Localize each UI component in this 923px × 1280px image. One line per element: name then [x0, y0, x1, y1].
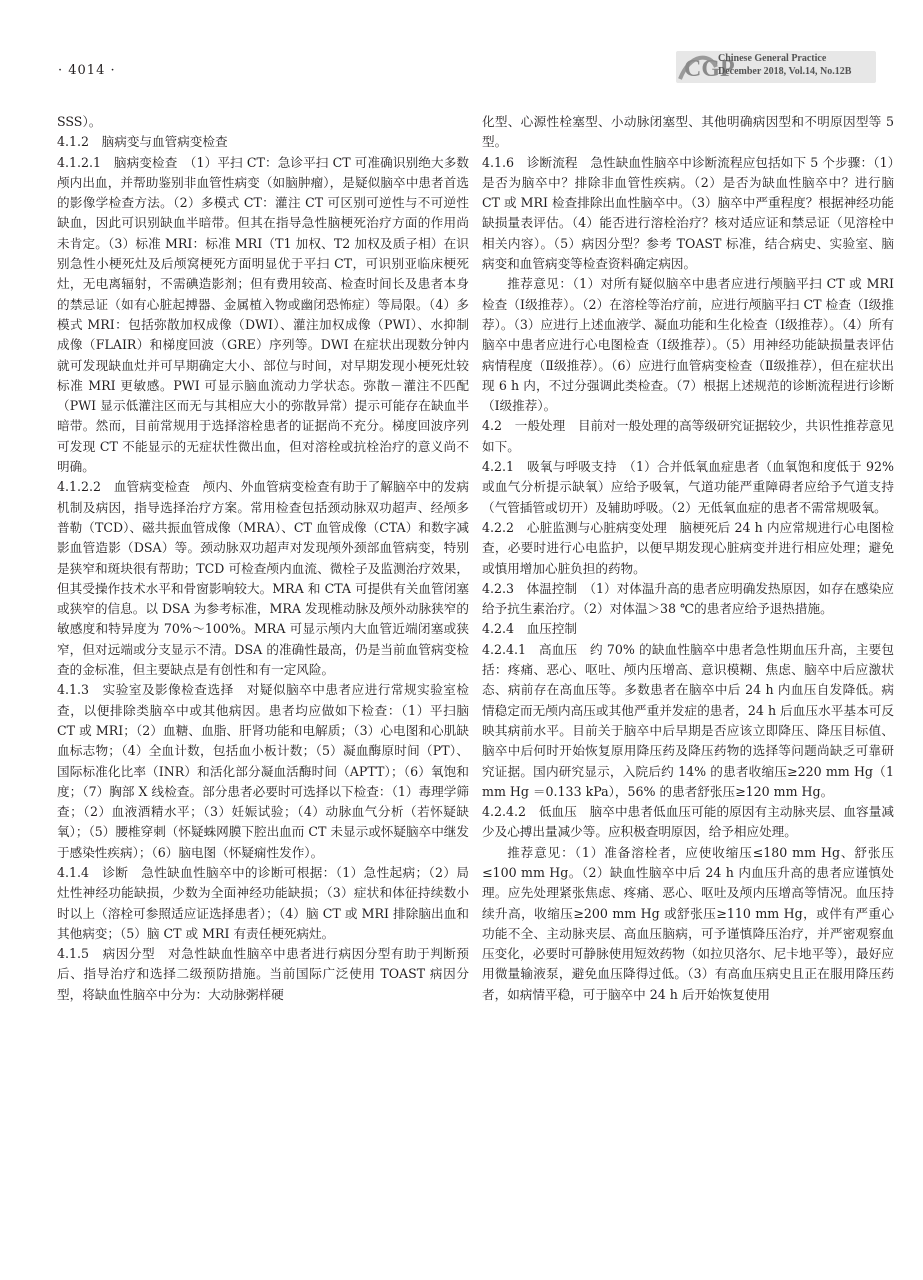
- paragraph: 4.1.6 诊断流程 急性缺血性脑卒中诊断流程应包括如下 5 个步骤：（1）是否为脑卒中？排除非血管性疾病。（2）是否为缺血性脑卒中？进行脑 CT 或 MRI 检查排除出血性脑卒中。（3）脑卒中严重程度？根据神经功能缺损量表评估。（4）能否进行溶栓治疗？核对适应证和禁忌证（见溶栓中相关内容）。（5）病因分型？参考 TOAST 标准，结合病史、实验室、脑病变和血管病变等检查资料确定病因。: [482, 154, 894, 272]
- paragraph: 4.2.2 心脏监测与心脏病变处理 脑梗死后 24 h 内应常规进行心电图检查，必要时进行心电监护，以便早期发现心脏病变并进行相应处理；避免或慎用增加心脏负担的药物。: [482, 519, 894, 576]
- paragraph: 4.2.4.1 高血压 约 70% 的缺血性脑卒中患者急性期血压升高，主要包括：疼痛、恶心、呕吐、颅内压增高、意识模糊、焦虑、脑卒中后应激状态、病前存在高血压等。多数患者在脑卒中后 24 h 内血压自发降低。病情稳定而无颅内高压或其他严重并发症的患者，24 h 后血压水平基本可反映其病前水平。目前关于脑卒中后早期是否应该立即降压、降压目标值、脑卒中后何时开始恢复原用降压药及降压药物的选择等问题尚缺乏可靠研究证据。国内研究显示，入院后约 14% 的患者收缩压≥220 mm Hg（1 mm Hg ＝0.133 kPa），56% 的患者舒张压≥120 mm Hg。: [482, 641, 894, 799]
- paragraph: 4.1.4 诊断 急性缺血性脑卒中的诊断可根据：（1）急性起病；（2）局灶性神经功能缺损，少数为全面神经功能缺损；（3）症状和体征持续数小时以上（溶栓可参照适应证选择患者）；（4）脑 CT 或 MRI 排除脑出血和其他病变；（5）脑 CT 或 MRI 有责任梗死病灶。: [57, 864, 469, 941]
- journal-title: Chinese General Practice: [718, 53, 827, 64]
- paragraph: 4.1.2.1 脑病变检查 （1）平扫 CT：急诊平扫 CT 可准确识别绝大多数颅内出血，并帮助鉴别非血管性病变（如脑肿瘤），是疑似脑卒中患者首选的影像学检查方法。（2）多模式 CT：灌注 CT 可区别可逆性与不可逆性缺血，因此可识别缺血半暗带。但其在指导急性脑梗死治疗方面的作用尚未肯定。（3）标准 MRI：标准 MRI（T1 加权、T2 加权及质子相）在识别急性小梗死灶及后颅窝梗死方面明显优于平扫 CT，可识别亚临床梗死灶，无电离辐射，不需碘造影剂；但有费用较高、检查时间长及患者本身的禁忌证（如有心脏起搏器、金属植入物或幽闭恐怖症）等局限。（4）多模式 MRI：包括弥散加权成像（DWI）、灌注加权成像（PWI）、水抑制成像（FLAIR）和梯度回波（GRE）序列等。DWI 在症状出现数分钟内就可发现缺血灶并可早期确定大小、部位与时间，对早期发现小梗死灶较标准 MRI 更敏感。PWI 可显示脑血流动力学状态。弥散－灌注不匹配（PWI 显示低灌注区而无与其相应大小的弥散异常）提示可能存在缺血半暗带。然而，目前常规用于选择溶栓患者的证据尚不充分。梯度回波序列可发现 CT 不能显示的无症状性微出血，但对溶栓或抗栓治疗的意义尚不明确。: [57, 154, 469, 475]
- paragraph: 推荐意见：（1）准备溶栓者，应使收缩压≤180 mm Hg、舒张压≤100 mm Hg。（2）缺血性脑卒中后 24 h 内血压升高的患者应谨慎处理。应先处理紧张焦虑、疼痛、恶心、呕吐及颅内压增高等情况。血压持续升高，收缩压≥200 mm Hg 或舒张压≥110 mm Hg，或伴有严重心功能不全、主动脉夹层、高血压脑病，可予谨慎降压治疗，并严密观察血压变化，必要时可静脉使用短效药物（如拉贝洛尔、尼卡地平等），最好应用微量输液泵，避免血压降得过低。（3）有高血压病史且正在服用降压药者，如病情平稳，可于脑卒中 24 h 后开始恢复使用: [482, 844, 894, 1002]
- paragraph: 4.1.3 实验室及影像检查选择 对疑似脑卒中患者应进行常规实验室检查，以便排除类脑卒中或其他病因。患者均应做如下检查：（1）平扫脑 CT 或 MRI；（2）血糖、血脂、肝肾功能和电解质；（3）心电图和心肌缺血标志物；（4）全血计数，包括血小板计数；（5）凝血酶原时间（PT）、国际标准化比率（INR）和活化部分凝血活酶时间（APTT）；（6）氧饱和度；（7）胸部 X 线检查。部分患者必要时可选择以下检查：（1）毒理学筛查；（2）血液酒精水平；（3）妊娠试验；（4）动脉血气分析（若怀疑缺氧）；（5）腰椎穿刺（怀疑蛛网膜下腔出血而 CT 未显示或怀疑脑卒中继发于感染性疾病）；（6）脑电图（怀疑痫性发作）。: [57, 682, 469, 860]
- paragraph: 4.2.4.2 低血压 脑卒中患者低血压可能的原因有主动脉夹层、血容量减少及心搏出量减少等。应积极查明原因，给予相应处理。: [482, 804, 894, 840]
- left-column: [57, 112, 469, 1005]
- svg-text:CGP: CGP: [684, 56, 735, 82]
- right-column: [482, 112, 894, 1005]
- journal-masthead: [718, 52, 878, 78]
- paragraph: SSS）。: [57, 114, 102, 129]
- paragraph: 化型、心源性栓塞型、小动脉闭塞型、其他明确病因型和不明原因型等 5 型。: [482, 114, 894, 150]
- paragraph: 4.1.5 病因分型 对急性缺血性脑卒中患者进行病因分型有助于判断预后、指导治疗和选择二级预防措施。当前国际广泛使用 TOAST 病因分型，将缺血性脑卒中分为：大动脉粥样硬: [57, 946, 469, 1002]
- paragraph: 4.2 一般处理 目前对一般处理的高等级研究证据较少，共识性推荐意见如下。: [482, 418, 894, 454]
- paragraph: 4.2.3 体温控制 （1）对体温升高的患者应明确发热原因，如存在感染应给予抗生素治疗。（2）对体温＞38 ℃的患者应给予退热措施。: [482, 580, 894, 617]
- paragraph: 4.1.2 脑病变与血管病变检查: [57, 134, 228, 150]
- paragraph: 4.2.1 吸氧与呼吸支持 （1）合并低氧血症患者（血氧饱和度低于 92% 或血气分析提示缺氧）应给予吸氧，气道功能严重障碍者应给予气道支持（气管插管或切开）及辅助呼吸。（2）无低氧血症的患者不需常规吸氧。: [482, 459, 894, 515]
- page-number: · 4014 ·: [58, 63, 116, 78]
- journal-issue: December 2018, Vol.14, No.12B: [718, 66, 852, 77]
- paragraph: 4.2.4 血压控制: [482, 621, 578, 637]
- paragraph: 推荐意见：（1）对所有疑似脑卒中患者应进行颅脑平扫 CT 或 MRI 检查（Ⅰ级推荐）。（2）在溶栓等治疗前，应进行颅脑平扫 CT 检查（Ⅰ级推荐）。（3）应进行上述血液学、凝血功能和生化检查（Ⅰ级推荐）。（4）所有脑卒中患者应进行心电图检查（Ⅰ级推荐）。（5）用神经功能缺损量表评估病情程度（Ⅱ级推荐）。（6）应进行血管病变检查（Ⅱ级推荐），但在症状出现 6 h 内，不过分强调此类检查。（7）根据上述规范的诊断流程进行诊断（Ⅰ级推荐）。: [482, 276, 894, 414]
- paragraph: 4.1.2.2 血管病变检查 颅内、外血管病变检查有助于了解脑卒中的发病机制及病因，指导选择治疗方案。常用检查包括颈动脉双功超声、经颅多普勒（TCD）、磁共振血管成像（MRA）、CT 血管成像（CTA）和数字减影血管造影（DSA）等。颈动脉双功超声对发现颅外颈部血管病变，特别是狭窄和斑块很有帮助；TCD 可检查颅内血流、微栓子及监测治疗效果，但其受操作技术水平和骨窗影响较大。MRA 和 CTA 可提供有关血管闭塞或狭窄的信息。以 DSA 为参考标准，MRA 发现椎动脉及颅外动脉狭窄的敏感度和特异度为 70%～100%。MRA 可显示颅内大血管近端闭塞或狭窄，但对远端或分支显示不清。DSA 的准确性最高，仍是当前血管病变检查的金标准，但主要缺点是有创性和有一定风险。: [57, 479, 469, 678]
